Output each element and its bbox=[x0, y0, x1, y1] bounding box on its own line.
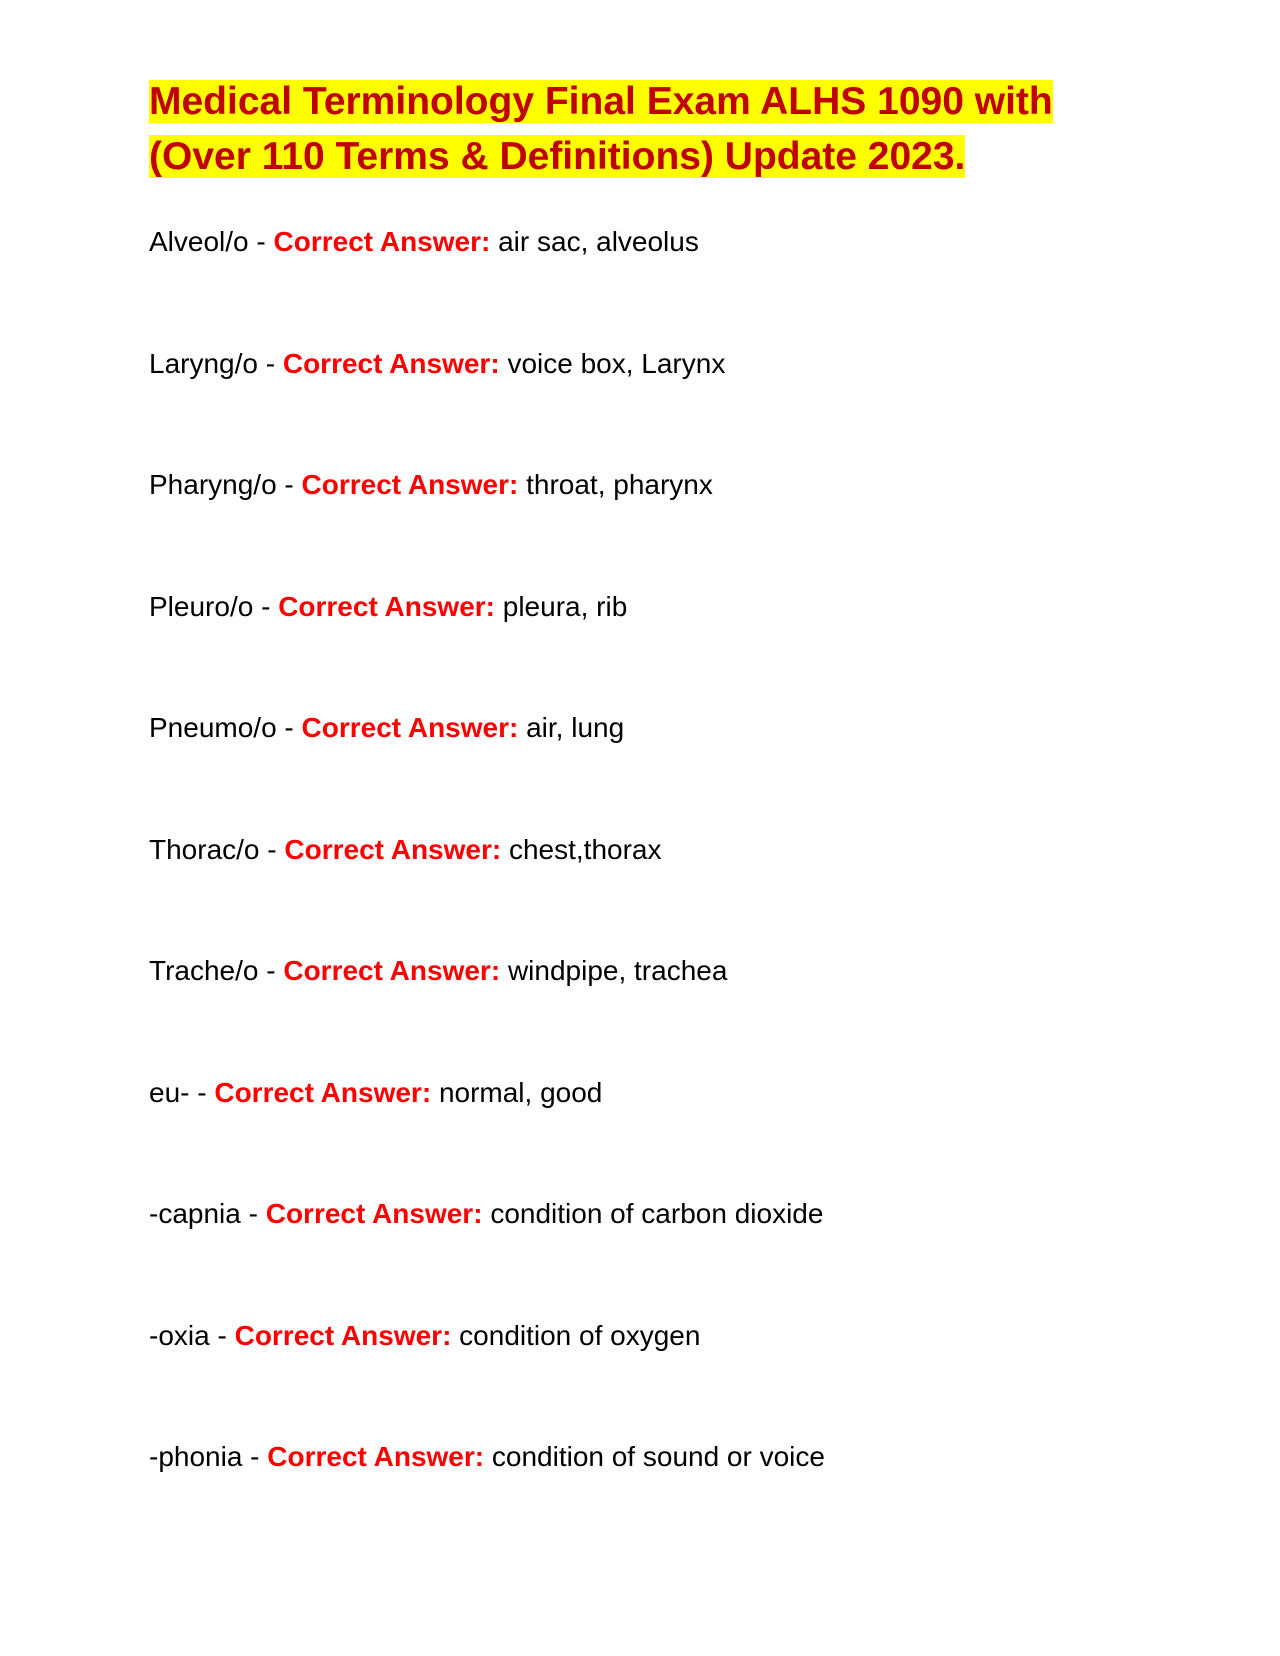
term-entry bbox=[149, 1077, 825, 1199]
document-title bbox=[149, 74, 1089, 184]
term-entry bbox=[149, 591, 825, 713]
separator: - bbox=[276, 712, 302, 743]
correct-answer-label: Correct Answer: bbox=[267, 1441, 485, 1472]
definition: normal, good bbox=[438, 1076, 603, 1108]
term: Pharyng/o bbox=[149, 469, 277, 500]
term-entry bbox=[149, 834, 825, 956]
definition: condition of carbon dioxide bbox=[490, 1198, 824, 1229]
term-entry bbox=[149, 955, 825, 1077]
correct-answer-label: Correct Answer: bbox=[282, 347, 500, 379]
separator: - bbox=[253, 590, 279, 622]
definition: chest,thorax bbox=[508, 833, 662, 865]
separator: - bbox=[259, 833, 285, 865]
term: Pneumo/o bbox=[149, 712, 277, 743]
correct-answer-label: Correct Answer: bbox=[214, 1076, 432, 1108]
term-entry bbox=[149, 226, 825, 348]
term: Thorac/o bbox=[149, 833, 260, 865]
definition: windpipe, trachea bbox=[507, 955, 728, 986]
term: Trache/o bbox=[149, 955, 259, 986]
correct-answer-label: Correct Answer: bbox=[273, 226, 491, 257]
term: eu- bbox=[149, 1076, 190, 1108]
term-entry bbox=[149, 1198, 825, 1320]
correct-answer-label: Correct Answer: bbox=[265, 1198, 483, 1229]
title-line-1: Medical Terminology Final Exam ALHS 1090 with bbox=[149, 80, 1053, 123]
definition: air, lung bbox=[526, 712, 625, 743]
term: Alveol/o bbox=[149, 226, 249, 257]
correct-answer-label: Correct Answer: bbox=[278, 590, 495, 622]
definition: voice box, Larynx bbox=[507, 347, 726, 379]
separator: - bbox=[276, 469, 302, 500]
separator: - bbox=[258, 955, 284, 986]
separator: - bbox=[240, 1198, 266, 1229]
correct-answer-label: Correct Answer: bbox=[283, 955, 501, 986]
term-entry bbox=[149, 1441, 825, 1563]
separator: - bbox=[257, 347, 283, 379]
correct-answer-label: Correct Answer: bbox=[301, 712, 519, 743]
correct-answer-label: Correct Answer: bbox=[234, 1319, 452, 1351]
term-list bbox=[149, 226, 825, 1563]
definition: throat, pharynx bbox=[526, 469, 713, 500]
correct-answer-label: Correct Answer: bbox=[284, 833, 502, 865]
separator: - bbox=[248, 226, 274, 257]
definition: condition of oxygen bbox=[459, 1319, 701, 1351]
title-line-2: (Over 110 Terms & Definitions) Update 2023. bbox=[149, 135, 966, 178]
term-entry bbox=[149, 469, 825, 591]
separator: - bbox=[209, 1319, 235, 1351]
term-entry bbox=[149, 1320, 825, 1442]
definition: condition of sound or voice bbox=[491, 1441, 825, 1472]
term-entry bbox=[149, 712, 825, 834]
term: -capnia bbox=[149, 1198, 241, 1229]
term: -oxia bbox=[149, 1319, 210, 1351]
term: Laryng/o bbox=[149, 347, 258, 379]
term: -phonia bbox=[149, 1441, 243, 1472]
term: Pleuro/o bbox=[149, 590, 254, 622]
definition: air sac, alveolus bbox=[498, 226, 699, 257]
separator: - bbox=[189, 1076, 215, 1108]
definition: pleura, rib bbox=[502, 590, 628, 622]
separator: - bbox=[242, 1441, 268, 1472]
correct-answer-label: Correct Answer: bbox=[301, 469, 519, 500]
term-entry bbox=[149, 348, 825, 470]
